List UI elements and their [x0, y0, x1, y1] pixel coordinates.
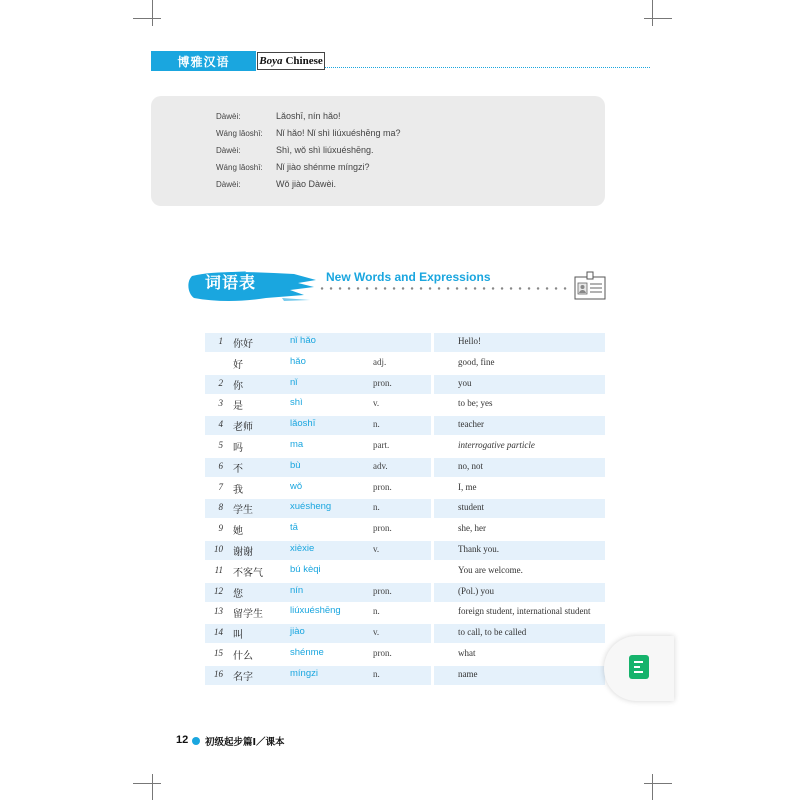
vocab-english: interrogative particle	[458, 440, 535, 450]
book-title: 初级起步篇Ⅰ／课本	[205, 737, 285, 748]
vocab-english: student	[458, 502, 484, 513]
vocab-hanzi: 她	[233, 526, 243, 538]
vocab-part-of-speech: pron.	[373, 585, 392, 596]
vocab-hanzi: 是	[233, 401, 243, 413]
vocab-row	[205, 458, 605, 477]
vocab-english: she, her	[458, 523, 486, 534]
section-title-en: New Words and Expressions	[326, 270, 491, 284]
dialogue-text: Wǒ jiào Dàwèi.	[276, 179, 337, 189]
dialogue-speaker: Dàwèi:	[216, 179, 241, 189]
vocab-pinyin: bù	[290, 459, 301, 471]
vocab-part-of-speech: pron.	[373, 648, 392, 658]
vocab-number: 13	[214, 606, 223, 617]
vocab-pinyin: wǒ	[290, 480, 303, 492]
vocab-pinyin: bú kèqi	[290, 563, 321, 575]
vocab-hanzi: 你	[233, 380, 243, 392]
vocab-pinyin: nǐ hǎo	[290, 335, 316, 346]
dialogue-line	[216, 142, 374, 158]
crop-mark	[133, 18, 161, 19]
vocab-hanzi: 学生	[233, 505, 253, 517]
vocab-number: 12	[214, 585, 223, 596]
vocab-pinyin: hǎo	[290, 355, 306, 367]
dialogue-speaker: Dàwèi:	[216, 145, 241, 155]
vocab-hanzi: 好	[233, 359, 243, 371]
crop-mark	[152, 774, 153, 800]
vocab-part-of-speech: n.	[373, 668, 380, 679]
vocab-hanzi: 谢谢	[233, 547, 253, 558]
vocab-number: 2	[218, 377, 223, 388]
vocab-english: I, me	[458, 481, 477, 492]
vocab-number: 3	[218, 398, 223, 409]
vocab-hanzi: 老师	[233, 422, 253, 434]
vocab-english: name	[458, 668, 478, 679]
vocab-row	[205, 645, 605, 664]
side-panel-button[interactable]	[604, 636, 674, 701]
section-title-cn: 词语表	[205, 273, 257, 292]
crop-mark	[644, 783, 672, 784]
vocab-pinyin: ma	[290, 439, 304, 450]
vocab-hanzi: 不	[233, 463, 243, 475]
dialogue-line	[216, 125, 401, 141]
vocab-part-of-speech: adj.	[373, 356, 387, 367]
vocab-part-of-speech: v.	[373, 398, 380, 409]
dialogue-speaker: Dàwèi:	[216, 111, 241, 121]
dialogue-line	[216, 159, 370, 175]
vocab-number: 5	[218, 440, 223, 450]
crop-mark	[644, 18, 672, 19]
vocab-number: 16	[214, 668, 223, 679]
vocab-english: Thank you.	[458, 544, 499, 554]
brand-label-italic: Boya	[259, 55, 283, 67]
vocab-english: you	[458, 377, 472, 388]
vocab-hanzi: 什么	[233, 651, 253, 662]
crop-mark	[652, 774, 653, 800]
vocab-hanzi: 你好	[233, 339, 253, 350]
vocab-english: no, not	[458, 460, 484, 471]
dialogue-line	[216, 108, 341, 124]
vocab-row	[205, 520, 605, 539]
vocab-pinyin: tā	[290, 522, 298, 534]
vocab-row	[205, 562, 605, 581]
vocab-number: 6	[218, 460, 223, 471]
dialogue-text: Nǐ jiào shénme míngzi?	[276, 162, 370, 172]
vocab-part-of-speech: adv.	[373, 460, 388, 471]
vocab-part-of-speech: pron.	[373, 377, 392, 388]
page-number: 12	[176, 734, 189, 746]
section-dotted-rule	[320, 287, 570, 290]
vocab-english: to be; yes	[458, 398, 493, 409]
vocab-row	[205, 499, 605, 518]
brand-label-plain: Chinese	[285, 55, 323, 67]
vocab-part-of-speech: pron.	[373, 481, 392, 492]
vocab-part-of-speech: pron.	[373, 523, 392, 534]
vocab-row	[205, 395, 605, 414]
dialogue-text: Lǎoshī, nín hǎo!	[276, 111, 341, 121]
vocab-number: 8	[218, 502, 223, 513]
brand-label	[257, 52, 325, 70]
vocab-row	[205, 666, 605, 685]
vocab-hanzi: 留学生	[233, 609, 263, 621]
crop-mark	[152, 0, 153, 26]
vocab-row	[205, 624, 605, 643]
vocab-number: 11	[214, 564, 223, 575]
dialogue-line	[216, 176, 336, 192]
vocab-pinyin: shì	[290, 397, 303, 409]
vocab-pinyin: xuésheng	[290, 501, 332, 513]
vocab-number: 1	[218, 336, 223, 346]
vocab-hanzi: 吗	[233, 443, 243, 454]
vocab-hanzi: 您	[233, 588, 243, 600]
dialogue-speaker: Wáng lǎoshī:	[216, 162, 263, 172]
vocab-number: 10	[214, 544, 223, 554]
vocab-number: 9	[218, 523, 223, 534]
vocab-english: foreign student, international student	[458, 606, 591, 617]
vocab-hanzi: 我	[233, 484, 243, 496]
vocab-row	[205, 416, 605, 435]
vocab-hanzi: 叫	[233, 630, 243, 642]
vocab-pinyin: liúxuéshēng	[290, 605, 341, 617]
vocab-row	[205, 583, 605, 602]
vocab-hanzi: 名字	[233, 671, 253, 683]
vocab-row	[205, 333, 605, 352]
vocab-english: teacher	[458, 419, 484, 430]
vocab-row	[205, 479, 605, 498]
vocab-row	[205, 437, 605, 456]
vocab-row	[205, 541, 605, 560]
document-icon	[629, 655, 649, 679]
vocab-pinyin: nǐ	[290, 376, 298, 388]
vocab-number: 15	[214, 648, 223, 658]
vocab-part-of-speech: v.	[373, 627, 380, 638]
page-number-dot	[192, 737, 200, 745]
vocab-number: 4	[218, 419, 223, 430]
header-dotted-rule	[325, 67, 650, 68]
series-title-tab: 博雅汉语	[151, 51, 256, 71]
id-card-icon	[574, 271, 606, 301]
dialogue-text: Nǐ hǎo! Nǐ shì liúxuéshēng ma?	[276, 128, 401, 138]
vocab-pinyin: shénme	[290, 647, 324, 658]
vocab-row	[205, 375, 605, 394]
vocab-pinyin: jiào	[290, 626, 305, 638]
vocab-number: 14	[214, 627, 223, 638]
vocab-pinyin: lǎoshī	[290, 418, 316, 430]
dialogue-text: Shì, wǒ shì liúxuéshēng.	[276, 145, 374, 155]
vocab-part-of-speech: v.	[373, 544, 380, 554]
vocab-part-of-speech: n.	[373, 502, 380, 513]
crop-mark	[652, 0, 653, 26]
vocab-pinyin: nín	[290, 584, 304, 596]
vocab-part-of-speech: part.	[373, 440, 390, 450]
vocab-row	[205, 354, 605, 373]
dialogue-speaker: Wáng lǎoshī:	[216, 128, 263, 138]
vocab-english: (Pol.) you	[458, 585, 494, 596]
vocab-row	[205, 603, 605, 622]
vocab-number: 7	[218, 481, 223, 492]
vocab-pinyin: míngzi	[290, 667, 318, 679]
vocab-english: Hello!	[458, 336, 481, 346]
dialogue-box	[151, 96, 605, 206]
vocab-english: to call, to be called	[458, 627, 527, 638]
crop-mark	[133, 783, 161, 784]
vocab-part-of-speech: n.	[373, 419, 380, 430]
vocab-english: You are welcome.	[458, 564, 523, 575]
vocab-part-of-speech: n.	[373, 606, 380, 617]
vocab-english: good, fine	[458, 356, 495, 367]
vocab-english: what	[458, 648, 476, 658]
vocab-pinyin: xièxie	[290, 543, 315, 554]
vocab-hanzi: 不客气	[233, 567, 263, 579]
